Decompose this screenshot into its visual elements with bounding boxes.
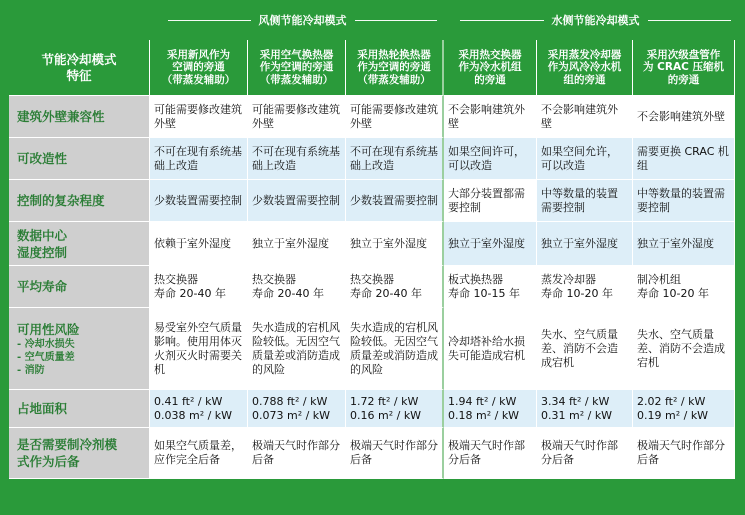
row-label: 平均寿命 bbox=[9, 266, 150, 308]
table-cell: 如果空间许可，可以改造 bbox=[444, 138, 537, 180]
table-cell: 少数装置需要控制 bbox=[346, 180, 444, 222]
table-cell: 冷却塔补给水损失可能造成宕机 bbox=[444, 308, 537, 390]
table-cell: 1.72 ft² / kW 0.16 m² / kW bbox=[346, 390, 444, 428]
table-cell: 板式换热器 寿命 10-15 年 bbox=[444, 266, 537, 308]
table-row bbox=[9, 222, 735, 266]
table-cell: 少数装置需要控制 bbox=[150, 180, 248, 222]
table-cell: 不会影响建筑外壁 bbox=[537, 96, 633, 138]
table-row bbox=[9, 390, 735, 428]
table-row bbox=[9, 138, 735, 180]
row-sublabel: - 冷却水损失 bbox=[17, 338, 75, 350]
table-cell: 热交换器 寿命 20-40 年 bbox=[346, 266, 444, 308]
col-header-1: 采用新风作为 空调的旁通 （带蒸发辅助） bbox=[150, 40, 248, 96]
group-water-label: 水侧节能冷却模式 bbox=[551, 14, 640, 27]
table-cell: 不会影响建筑外壁 bbox=[444, 96, 537, 138]
col-header-2: 采用空气换热器 作为空调的旁通 （带蒸发辅助） bbox=[248, 40, 346, 96]
table-cell: 极端天气时作部分后备 bbox=[248, 428, 346, 479]
table-cell: 3.34 ft² / kW 0.31 m² / kW bbox=[537, 390, 633, 428]
table-cell: 2.02 ft² / kW 0.19 m² / kW bbox=[633, 390, 735, 428]
col-header-4: 采用热交换器 作为冷水机组 的旁通 bbox=[444, 40, 537, 96]
table-cell: 极端天气时作部分后备 bbox=[346, 428, 444, 479]
table-cell: 依赖于室外湿度 bbox=[150, 222, 248, 266]
table-cell: 不可在现有系统基础上改造 bbox=[346, 138, 444, 180]
row-label: 是否需要制冷剂模 式作为后备 bbox=[9, 428, 150, 479]
table-row bbox=[9, 428, 735, 479]
table-cell: 独立于室外湿度 bbox=[346, 222, 444, 266]
table-cell: 极端天气时作部分后备 bbox=[633, 428, 735, 479]
table-cell: 极端天气时作部分后备 bbox=[537, 428, 633, 479]
table-cell: 热交换器 寿命 20-40 年 bbox=[248, 266, 346, 308]
table-cell: 独立于室外湿度 bbox=[633, 222, 735, 266]
col-header-3: 采用热轮换热器 作为空调的旁通 （带蒸发辅助） bbox=[346, 40, 444, 96]
table-cell: 可能需要修改建筑外壁 bbox=[248, 96, 346, 138]
table-row bbox=[9, 180, 735, 222]
table-cell: 不可在现有系统基础上改造 bbox=[248, 138, 346, 180]
table-cell: 如果空气质量差，应作完全后备 bbox=[150, 428, 248, 479]
table-cell: 失水、空气质量差、消防不会造成宕机 bbox=[537, 308, 633, 390]
row-label: 控制的复杂程度 bbox=[9, 180, 150, 222]
table-row bbox=[9, 308, 735, 390]
table-cell: 0.41 ft² / kW 0.038 m² / kW bbox=[150, 390, 248, 428]
row-sublabel: - 空气质量差 bbox=[17, 351, 75, 363]
row-label: 可改造性 bbox=[9, 138, 150, 180]
row-label: 占地面积 bbox=[9, 390, 150, 428]
table-cell: 大部分装置都需要控制 bbox=[444, 180, 537, 222]
table-cell: 热交换器 寿命 20-40 年 bbox=[150, 266, 248, 308]
row-label: 可用性风险 - 冷却水损失 - 空气质量差 - 消防 bbox=[9, 308, 150, 390]
table-cell: 失水造成的宕机风险较低。无因空气质量差或消防造成的风险 bbox=[346, 308, 444, 390]
table-cell: 不可在现有系统基础上改造 bbox=[150, 138, 248, 180]
table-cell: 如果空间允许，可以改造 bbox=[537, 138, 633, 180]
table-cell: 失水、空气质量差、消防不会造成宕机 bbox=[633, 308, 735, 390]
table-cell: 不会影响建筑外壁 bbox=[633, 96, 735, 138]
comparison-table bbox=[9, 40, 735, 479]
table-cell: 可能需要修改建筑外壁 bbox=[150, 96, 248, 138]
table-cell: 易受室外空气质量影响。使用用体灭火剂灭火时需要关机 bbox=[150, 308, 248, 390]
group-header-water bbox=[452, 8, 739, 32]
row-sublabel: - 消防 bbox=[17, 364, 45, 376]
row-label: 数据中心 湿度控制 bbox=[9, 222, 150, 266]
table-row bbox=[9, 266, 735, 308]
table-cell: 0.788 ft² / kW 0.073 m² / kW bbox=[248, 390, 346, 428]
row-label: 建筑外壁兼容性 bbox=[9, 96, 150, 138]
col-header-5: 采用蒸发冷却器 作为风冷冷水机 组的旁通 bbox=[537, 40, 633, 96]
table-cell: 极端天气时作部分后备 bbox=[444, 428, 537, 479]
table-cell: 可能需要修改建筑外壁 bbox=[346, 96, 444, 138]
table-cell: 中等数量的装置需要控制 bbox=[633, 180, 735, 222]
table-cell: 需要更换 CRAC 机组 bbox=[633, 138, 735, 180]
table-cell: 中等数量的装置需要控制 bbox=[537, 180, 633, 222]
group-air-label: 风侧节能冷却模式 bbox=[258, 14, 347, 27]
header-row bbox=[9, 40, 735, 96]
table-cell: 独立于室外湿度 bbox=[248, 222, 346, 266]
table-cell: 独立于室外湿度 bbox=[444, 222, 537, 266]
col-header-6: 采用次级盘管作 为 CRAC 压缩机 的旁通 bbox=[633, 40, 735, 96]
table-cell: 少数装置需要控制 bbox=[248, 180, 346, 222]
corner-label: 节能冷却模式 特征 bbox=[9, 40, 150, 96]
table-cell: 制冷机组 寿命 10-20 年 bbox=[633, 266, 735, 308]
group-header-air bbox=[160, 8, 445, 32]
table-cell: 失水造成的宕机风险较低。无因空气质量差或消防造成的风险 bbox=[248, 308, 346, 390]
table-cell: 蒸发冷却器 寿命 10-20 年 bbox=[537, 266, 633, 308]
table-row bbox=[9, 96, 735, 138]
table-cell: 1.94 ft² / kW 0.18 m² / kW bbox=[444, 390, 537, 428]
table-cell: 独立于室外湿度 bbox=[537, 222, 633, 266]
